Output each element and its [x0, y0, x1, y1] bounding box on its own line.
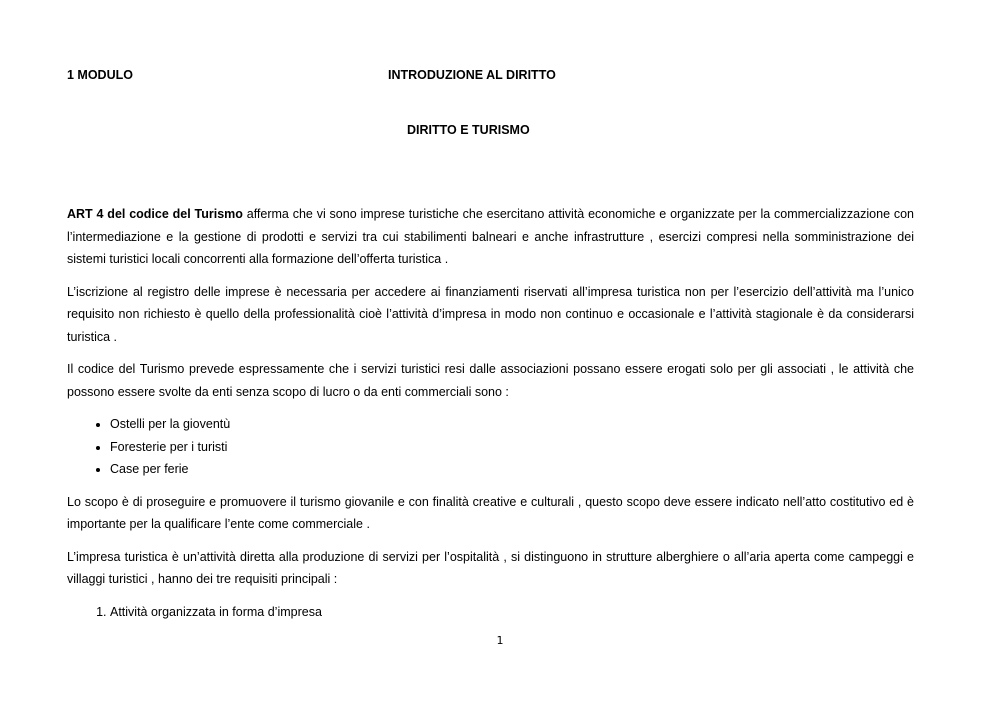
list-item: • Ostelli per la gioventù — [110, 413, 914, 436]
paragraph-scopo: Lo scopo è di proseguire e promuovere il turismo giovanile e con finalità creative e culturali , questo scopo deve essere indicato nell’atto costitutivo ed è importante per la qualificare l’ente come commerciale . — [67, 494, 914, 531]
list-item: 1. Attività organizzata in forma d’impresa — [110, 601, 914, 624]
art4-reference: ART 4 del codice del Turismo — [67, 207, 243, 221]
paragraph-codice: Il codice del Turismo prevede espressamente che i servizi turistici resi dalle associazioni possano essere erogati solo per gli associati , le attività che possono essere svolte da enti senza scopo di lucro o da enti commerciali sono : — [67, 362, 914, 399]
page-subtitle: DIRITTO E TURISMO — [407, 123, 530, 137]
art4-text: afferma che vi sono imprese turistiche che esercitano attività economiche e organizzate per la commercializzazione con l’intermediazione e la gestione di prodotti e servizi tra cui stabilimenti balneari e anche infrastrutture , esercizi compresi nella somministrazione dei sistemi turistici locali concorrenti alla formazione dell’offerta turistica . — [67, 207, 915, 266]
list-item: • Case per ferie — [110, 458, 914, 481]
document-page — [67, 0, 914, 707]
paragraph-registro: L’iscrizione al registro delle imprese è necessaria per accedere ai finanziamenti riservati all’impresa turistica non per l’esercizio dell’attività ma l’unico requisito non richiesto è quello della professionalità cioè l’attività d’impresa in modo non continuo e occasionale e l’attività stagionale è da considerarsi turistica . — [67, 284, 914, 344]
page-number: 1 — [496, 634, 504, 647]
document-body — [67, 203, 914, 633]
paragraph-art4 — [67, 203, 914, 271]
module-label: 1 MODULO — [67, 68, 133, 82]
page-title: INTRODUZIONE AL DIRITTO — [388, 68, 556, 82]
paragraph-impresa: L’impresa turistica è un’attività diretta alla produzione di servizi per l’ospitalità , si distinguono in strutture alberghiere o all’aria aperta come campeggi e villaggi turistici , hanno dei tre requisiti principali : — [67, 549, 914, 586]
bullet-list — [67, 413, 914, 481]
list-item: • Foresterie per i turisti — [110, 436, 914, 459]
numbered-list — [67, 601, 914, 624]
